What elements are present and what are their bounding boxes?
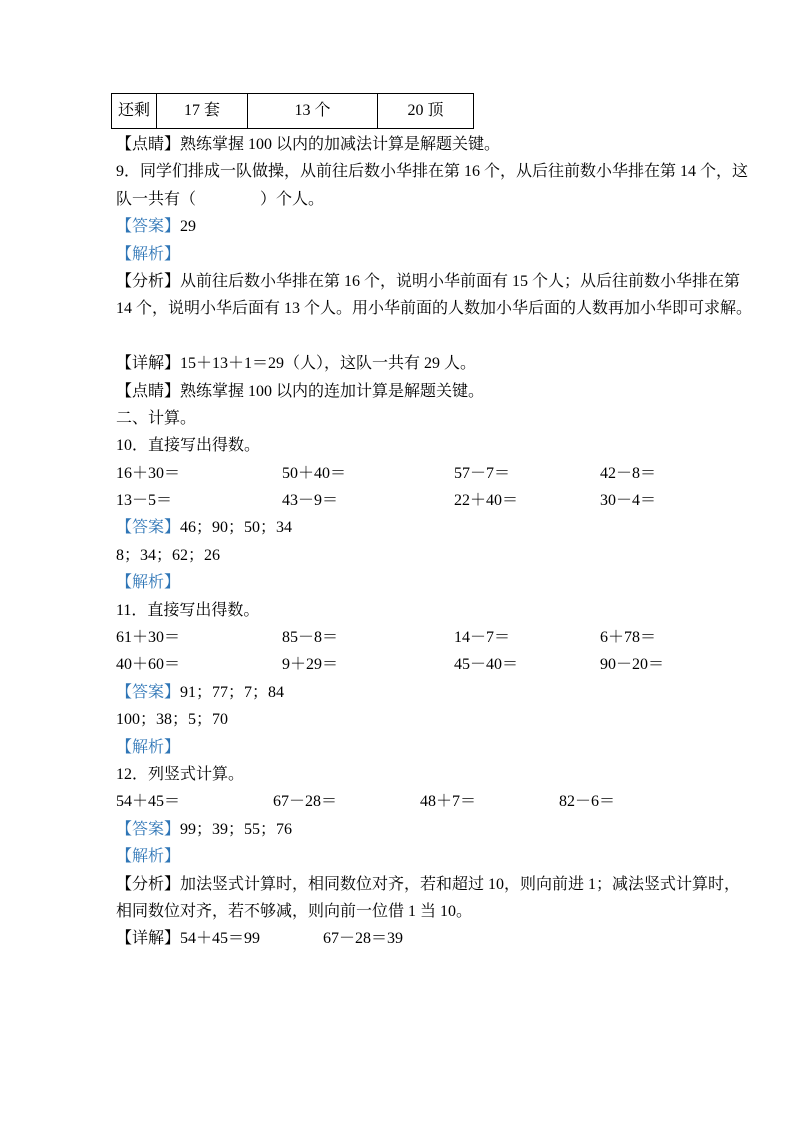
q8-tip-line: 【点睛】熟练掌握 100 以内的加减法计算是解题关键。 [116, 136, 501, 153]
section-2-heading: 二、计算。 [116, 409, 197, 427]
blank-line [116, 323, 726, 350]
document-page [116, 93, 753, 953]
q12-answer-line [116, 816, 726, 843]
q12-analysis-line2: 相同数位对齐，若不够减，则向前一位借 1 当 10。 [116, 902, 473, 920]
q12-analysis-label-line [116, 843, 726, 870]
q11-title: 11．直接写出得数。 [116, 601, 260, 619]
q10-eq-7: 22＋40＝ [454, 492, 519, 510]
q10-title: 10．直接写出得数。 [116, 437, 261, 455]
q11-eq-6: 9＋29＝ [282, 656, 339, 674]
q9-analysis-line2: 14 个，说明小华后面有 13 个人。用小华前面的人数加小华后面的人数再加小华即可求解。 [116, 300, 753, 318]
q10-analysis-label-line [116, 569, 726, 596]
q9-text-line2: 队一共有（ ）个人。 [116, 190, 325, 208]
q9-text-line1: 9．同学们排成一队做操，从前往后数小华排在第 16 个，从后往前数小华排在第 14 个，这 [116, 163, 749, 181]
q11-analysis-label-line [116, 734, 726, 761]
q12-answer-values: 99；39；55；76 [180, 820, 293, 838]
answer-label: 【答案】 [116, 820, 181, 838]
q12-title: 12．列竖式计算。 [116, 765, 245, 783]
q11-eq-3: 14－7＝ [454, 629, 511, 647]
q11-equation-row2 [116, 651, 726, 678]
q11-eq-8: 90－20＝ [600, 656, 665, 674]
q12-detail-eq1: 【详解】54＋45＝99 [116, 930, 261, 948]
q10-answer-line2: 8；34；62；26 [116, 546, 221, 564]
q12-equation-row [116, 788, 726, 815]
q12-detail-line [116, 925, 726, 952]
answer-label: 【答案】 [116, 218, 181, 236]
table-cell-tops: 20 顶 [378, 94, 474, 129]
q12-eq-4: 82－6＝ [559, 793, 616, 811]
q12-detail-eq2: 67－28＝39 [323, 930, 404, 948]
answer-label: 【答案】 [116, 683, 181, 701]
q11-eq-1: 61＋30＝ [116, 629, 181, 647]
q12-analysis-line1: 【分析】加法竖式计算时，相同数位对齐，若和超过 10，则向前进 1；减法竖式计算时， [116, 875, 741, 893]
table-cell-sets: 17 套 [157, 94, 248, 129]
q10-eq-2: 50＋40＝ [282, 464, 347, 482]
q12-eq-1: 54＋45＝ [116, 793, 181, 811]
q12-eq-2: 67－28＝ [273, 793, 338, 811]
q10-equation-row2 [116, 487, 726, 514]
table-cell-remaining-label: 还剩 [112, 94, 157, 129]
q11-answer-line1 [116, 679, 726, 706]
q10-eq-6: 43－9＝ [282, 492, 339, 510]
q10-answer-line1 [116, 514, 726, 541]
analysis-label: 【解析】 [116, 848, 181, 866]
q10-eq-8: 30－4＝ [600, 492, 657, 510]
q9-tip-line: 【点睛】熟练掌握 100 以内的连加计算是解题关键。 [116, 382, 485, 400]
q10-eq-4: 42－8＝ [600, 464, 657, 482]
q11-answer-line2: 100；38；5；70 [116, 711, 229, 729]
q12-eq-3: 48＋7＝ [420, 793, 477, 811]
q9-answer-value: 29 [180, 218, 197, 236]
remaining-items-table [111, 93, 474, 129]
q11-eq-4: 6＋78＝ [600, 629, 657, 647]
analysis-label: 【解析】 [116, 245, 181, 263]
table-row [112, 94, 474, 129]
q10-eq-1: 16＋30＝ [116, 464, 181, 482]
q11-equation-row1 [116, 624, 726, 651]
answer-label: 【答案】 [116, 519, 181, 537]
q11-eq-7: 45－40＝ [454, 656, 519, 674]
table-cell-pieces: 13 个 [248, 94, 378, 129]
q9-answer-line [116, 213, 726, 240]
q11-eq-5: 40＋60＝ [116, 656, 181, 674]
q10-eq-3: 57－7＝ [454, 464, 511, 482]
q11-eq-2: 85－8＝ [282, 629, 339, 647]
analysis-label: 【解析】 [116, 738, 181, 756]
q9-detail-line: 【详解】15＋13＋1＝29（人），这队一共有 29 人。 [116, 355, 477, 373]
q9-analysis-label-line [116, 241, 726, 268]
q10-equation-row1 [116, 460, 726, 487]
q10-answer-values1: 46；90；50；34 [180, 519, 293, 537]
q9-analysis-line1: 【分析】从前往后数小华排在第 16 个，说明小华前面有 15 个人；从后往前数小华排在第 [116, 272, 741, 290]
q11-answer-values1: 91；77；7；84 [180, 683, 285, 701]
q10-eq-5: 13－5＝ [116, 492, 173, 510]
analysis-label: 【解析】 [116, 574, 181, 592]
